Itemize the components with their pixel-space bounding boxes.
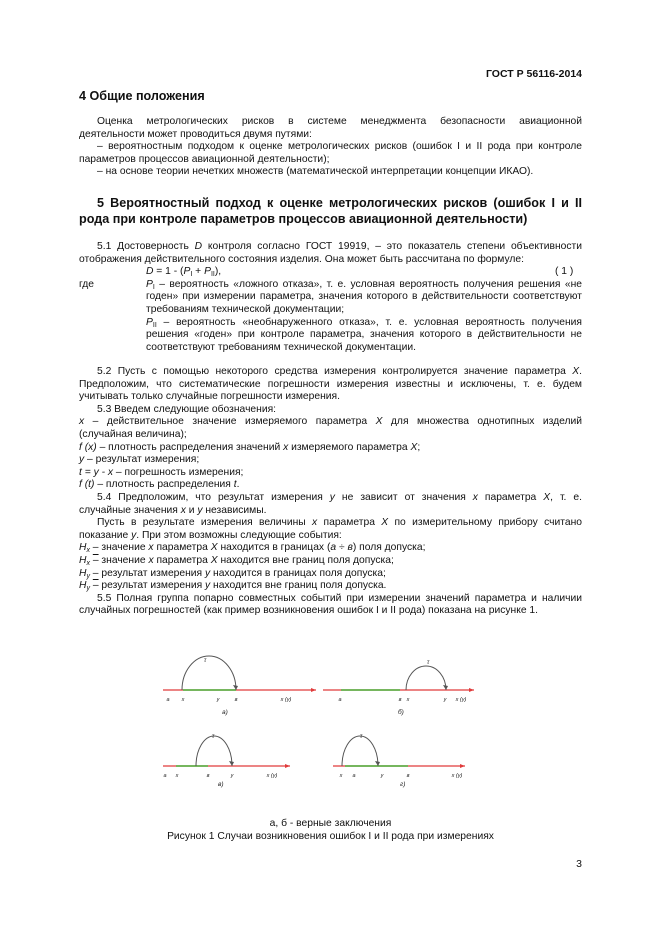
where-label: где — [79, 278, 95, 290]
event-hy: $H_y$ – результат измерения y находится в границах поля допуска; — [79, 567, 386, 580]
def-fx: f (x) – плотность распределения значений x измеряемого параметра X; — [79, 441, 421, 453]
sec4-bullet1-line2: параметров процессов авиационной деятельности); — [79, 153, 330, 165]
figure-caption: Рисунок 1 Случаи возникновения ошибок I и II рода при измерениях — [167, 831, 494, 842]
p54-line2: случайные значения x и y независимы. — [79, 504, 267, 516]
panel-label-2: в) — [218, 781, 224, 788]
def-t: t = y - x – погрешность измерения; — [79, 466, 244, 478]
error-arc-3 — [342, 736, 378, 766]
tick-label-2-4: x (y) — [266, 773, 278, 779]
section-5-title-line2: рода при контроле параметров процессов авиационной деятельности) — [79, 212, 528, 226]
tick-label-2-3: y — [230, 773, 234, 779]
tick-label-2-1: x — [175, 773, 179, 779]
sec4-bullet1-line1: – вероятностным подходом к оценке метрологических рисков (ошибок I и II рода при контроле — [97, 141, 582, 153]
arc-arrow-0 — [233, 685, 238, 690]
axis-arrow-3 — [460, 764, 465, 768]
p55c-line1: 5.5 Полная группа попарно совместных событий при измерении значений параметра и наличии — [97, 592, 582, 604]
pi-def-line2: годен» при измерении параметра, значения которого в действительности соответствуют — [146, 291, 582, 303]
event-hx: $H_x$ – значение x параметра X находится в границах (a ÷ в) поля допуска; — [79, 542, 426, 555]
arc-arrow-2 — [229, 761, 234, 766]
tick-label-1-3: y — [443, 697, 447, 703]
tau-label-2: τ — [212, 734, 215, 740]
tick-label-3-0: x — [339, 773, 343, 779]
page-number: 3 — [576, 858, 582, 870]
section-4-title: 4 Общие положения — [79, 89, 205, 103]
p53: 5.3 Введем следующие обозначения: — [97, 403, 277, 415]
tick-label-0-2: y — [216, 697, 220, 703]
p51-line2: отображения действительного состояния изделия. Она может быть рассчитана по формуле: — [79, 253, 524, 265]
panel-label-1: б) — [398, 709, 404, 716]
error-arc-2 — [196, 736, 232, 766]
pii-def-line3: соответствуют требованиям технической документации. — [146, 341, 416, 353]
tick-label-1-1: в — [398, 697, 402, 703]
tick-label-1-4: x (y) — [455, 697, 467, 703]
tick-label-2-0: a — [163, 773, 167, 779]
tick-label-1-0: a — [338, 697, 342, 703]
tick-label-0-3: в — [234, 697, 238, 703]
p54-line1: 5.4 Предположим, что результат измерения y не зависит от значения x параметра X, т. е. — [97, 492, 582, 503]
formula-number: ( 1 ) — [555, 266, 574, 278]
panel-label-3: г) — [400, 781, 406, 788]
pii-def-line1: $P_{II}$ – вероятность «необнаруженного отказа», т. е. условная вероятность получения — [146, 316, 582, 329]
p55-line2: показание y. При этом возможны следующие события: — [79, 529, 342, 541]
axis-arrow-1 — [469, 688, 474, 692]
tick-label-3-1: a — [352, 773, 356, 779]
tau-label-0: τ — [204, 658, 207, 664]
tick-label-1-2: x — [406, 697, 410, 703]
figure-note: а, б - верные заключения — [269, 818, 392, 829]
tick-label-0-1: x — [181, 697, 185, 703]
tick-label-0-4: x (y) — [280, 697, 292, 703]
tick-label-3-4: x (y) — [451, 773, 463, 779]
axis-arrow-2 — [285, 764, 290, 768]
def-x-line1: x – действительное значение измеряемого параметра X для множества однотипных изделий — [79, 416, 582, 428]
error-arc-0 — [182, 656, 236, 690]
tick-label-0-0: a — [166, 697, 170, 703]
def-ft: f (t) – плотность распределения t. — [79, 479, 240, 491]
tick-label-2-2: в — [206, 773, 210, 779]
pi-def-line3: требованиям технической документации; — [146, 304, 345, 315]
axis-arrow-0 — [311, 688, 316, 692]
p52-line1: 5.2 Пусть с помощью некоторого средства измерения контролируется значение параметра X. — [97, 366, 582, 377]
tau-label-3: τ — [360, 734, 363, 740]
sec4-p1-line1: Оценка метрологических рисков в системе менеджмента безопасности авиационной — [97, 116, 582, 127]
event-hx-bar: $H_x$ – значение x параметра X находится вне границ поля допуска; — [79, 555, 394, 567]
formula: $D = 1 - (P_I + P_{II})$, — [146, 266, 222, 279]
arc-arrow-1 — [443, 685, 448, 690]
section-5-title-line1: 5 Вероятностный подход к оценке метрологических рисков (ошибок I и II — [97, 196, 582, 210]
event-hy-bar: $H_y$ – результат измерения y находится вне границ поля допуска. — [79, 580, 387, 593]
p52-line3: учитывать только случайные погрешности измерения. — [79, 391, 340, 403]
def-x-line2: (случайная величина); — [79, 429, 187, 440]
tick-label-3-3: в — [406, 773, 410, 779]
error-arc-1 — [406, 666, 446, 690]
document-code: ГОСТ Р 56116-2014 — [485, 68, 582, 80]
sec4-bullet2: – на основе теории нечетких множеств (математической интерпретации концепции ИКАО). — [97, 166, 534, 178]
sec4-p1-line2: деятельности может проводиться двумя путями: — [79, 128, 312, 140]
tick-label-3-2: y — [380, 773, 384, 779]
pii-def-line2: решения «годен» при контроле параметра, значения которого в действительности не — [146, 329, 582, 341]
p55c-line2: случайных погрешностей (как пример возникновения ошибок I и II рода) показана на рисунке 1. — [79, 605, 539, 617]
p51-line1: 5.1 Достоверность D контроля согласно ГОСТ 19919, – это показатель степени объективности — [97, 241, 582, 252]
def-y: y – результат измерения; — [79, 454, 200, 466]
p55-line1: Пусть в результате измерения величины x параметра X по измерительному прибору считано — [97, 517, 582, 529]
pi-def-line1: $P_I$ – вероятность «ложного отказа», т. е. условная вероятность получения решения «не — [146, 278, 582, 291]
arc-arrow-3 — [375, 761, 380, 766]
tau-label-1: τ — [427, 660, 430, 666]
panel-label-0: а) — [222, 709, 228, 716]
p52-line2: Предположим, что систематические погрешности измерения известны и исключены, т. е. будем — [79, 378, 582, 390]
